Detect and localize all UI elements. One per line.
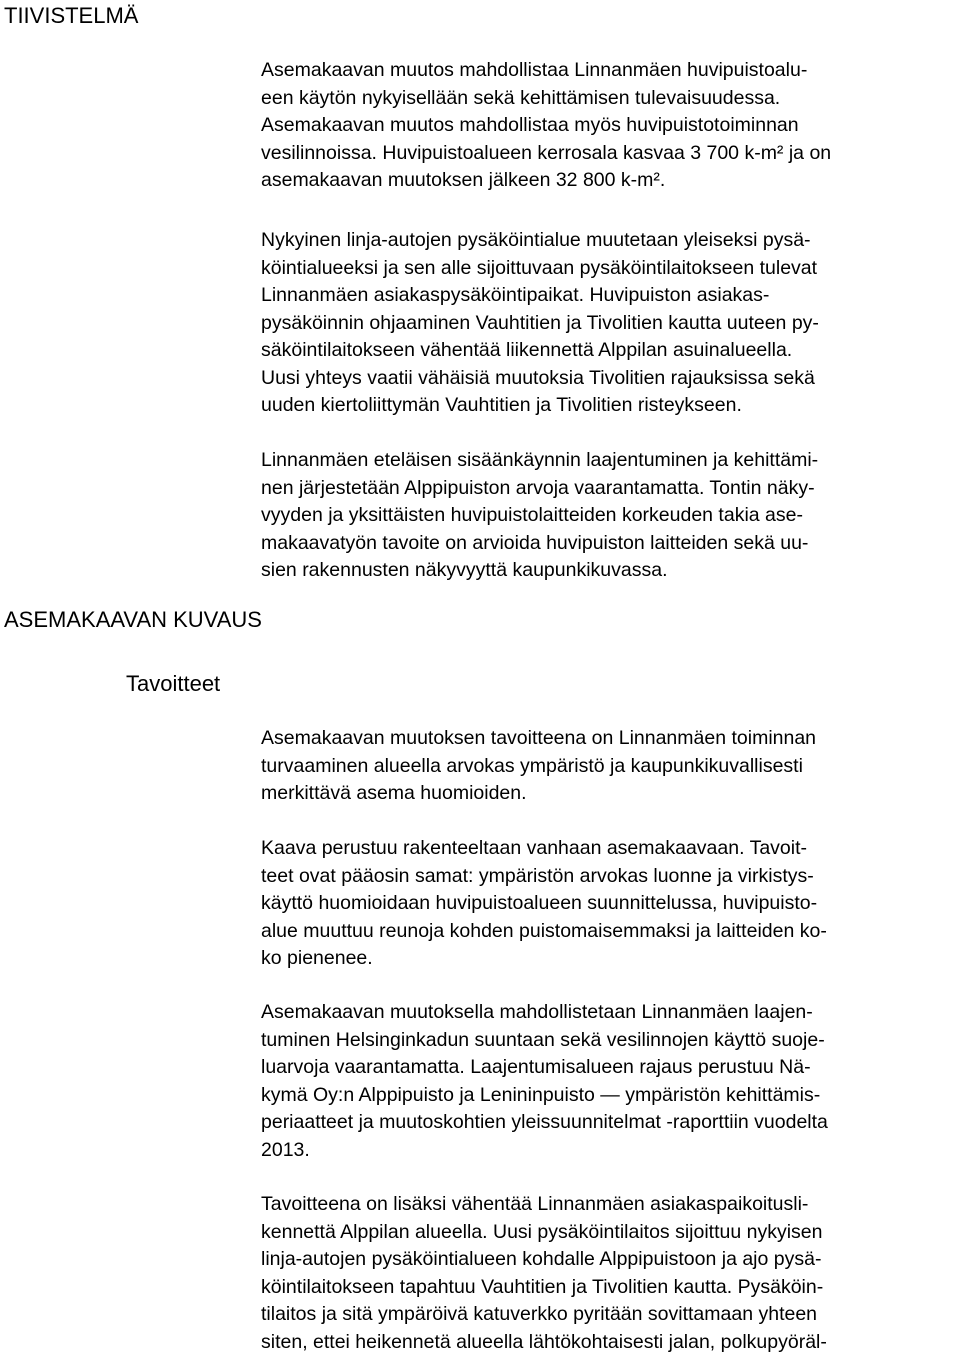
text-line: käyttö huomioidaan huvipuistoalueen suunnittelussa, huvipuisto- [261,892,818,914]
goals-paragraph-3 [261,999,828,1164]
text-line: linja-autojen pysäköintialueen kohdalle Alppipuistoon ja ajo pysä- [261,1248,822,1270]
goals-paragraph-4 [261,1191,827,1356]
text-line: Linnanmäen asiakaspysäköintipaikat. Huvipuiston asiakas- [261,284,770,306]
text-line: periaatteet ja muutoskohtien yleissuunnitelmat -raporttiin vuodelta [261,1111,828,1133]
text-line: Kaava perustuu rakenteeltaan vanhaan asemakaavaan. Tavoit- [261,837,808,859]
text-line: säköintilaitokseen vähentää liikennettä Alppilan asuinalueella. [261,339,793,361]
text-line: siten, ettei heikennetä alueella lähtökohtaisesti jalan, polkupyöräl- [261,1330,827,1353]
text-line: pysäköinnin ohjaaminen Vauhtitien ja Tivolitien kautta uuteen py- [261,311,819,334]
goals-paragraph-1 [261,725,816,808]
text-line: Nykyinen linja-autojen pysäköintialue muutetaan yleiseksi pysä- [261,229,811,251]
text-line: 2013. [261,1138,310,1161]
text-line: asemakaavan muutoksen jälkeen 32 800 k-m². [261,169,666,191]
text-line: köintilaitokseen tapahtuu Vauhtitien ja Tivolitien kautta. Pysäköin- [261,1275,824,1298]
text-line: makaavatyön tavoite on arvioida huvipuiston laitteiden sekä uu- [261,531,809,554]
text-line: Linnanmäen eteläisen sisäänkäynnin laajentuminen ja kehittämi- [261,449,819,471]
text-line: Asemakaavan muutos mahdollistaa myös huvipuistotoiminnan [261,114,799,136]
text-line: een käytön nykyisellään sekä kehittämisen tulevaisuudessa. [261,86,781,109]
text-line: turvaaminen alueella arvokas ympäristö ja kaupunkikuvallisesti [261,754,803,777]
summary-paragraph-3 [261,447,818,585]
text-line: kennettä Alppilan alueella. Uusi pysäköintilaitos sijoittuu nykyisen [261,1220,823,1243]
text-line: ko pienenee. [261,947,373,969]
text-line: Asemakaavan muutos mahdollistaa Linnanmäen huvipuistoalu- [261,59,808,81]
text-line: Uusi yhteys vaatii vähäisiä muutoksia Tivolitien rajauksissa sekä [261,366,815,389]
text-line: merkittävä asema huomioiden. [261,782,527,804]
text-line: luarvoja vaarantamatta. Laajentumisalueen rajaus perustuu Nä- [261,1056,811,1078]
section-heading-summary: TIIVISTELMÄ [4,3,139,28]
text-line: teet ovat pääosin samat: ympäristön arvokas luonne ja virkistys- [261,864,814,887]
summary-paragraph-2 [261,227,819,420]
subsection-heading-goals: Tavoitteet [126,671,221,696]
text-line: kymä Oy:n Alppipuisto ja Lenininpuisto — ympäristön kehittämis- [261,1083,821,1106]
text-line: sien rakennusten näkyvyyttä kaupunkikuvassa. [261,559,668,581]
text-line: vyyden ja yksittäisten huvipuistolaitteiden korkeuden takia ase- [261,504,803,526]
text-line: Tavoitteena on lisäksi vähentää Linnanmäen asiakaspaikoitusli- [261,1193,809,1215]
text-line: Asemakaavan muutoksella mahdollistetaan Linnanmäen laajen- [261,1001,813,1023]
goals-paragraph-2 [261,835,827,973]
text-line: vesilinnoissa. Huvipuistoalueen kerrosala kasvaa 3 700 k-m² ja on [261,141,832,164]
section-heading-plan-description: ASEMAKAAVAN KUVAUS [4,607,262,632]
summary-paragraph-1 [261,57,831,195]
text-line: tilaitos ja sitä ympäröivä katuverkko pyritään sovittamaan yhteen [261,1303,818,1325]
text-line: alue muuttuu reunoja kohden puistomaisemmaksi ja laitteiden ko- [261,919,827,942]
text-line: uuden kiertoliittymän Vauhtitien ja Tivolitien risteykseen. [261,394,742,416]
text-line: Asemakaavan muutoksen tavoitteena on Linnanmäen toiminnan [261,727,817,749]
text-line: nen järjestetään Alppipuiston arvoja vaarantamatta. Tontin näky- [261,476,815,499]
text-line: tuminen Helsinginkadun suuntaan sekä vesilinnojen käyttö suoje- [261,1028,825,1051]
text-line: köintialueeksi ja sen alle sijoittuvaan pysäköintilaitokseen tulevat [261,256,818,279]
